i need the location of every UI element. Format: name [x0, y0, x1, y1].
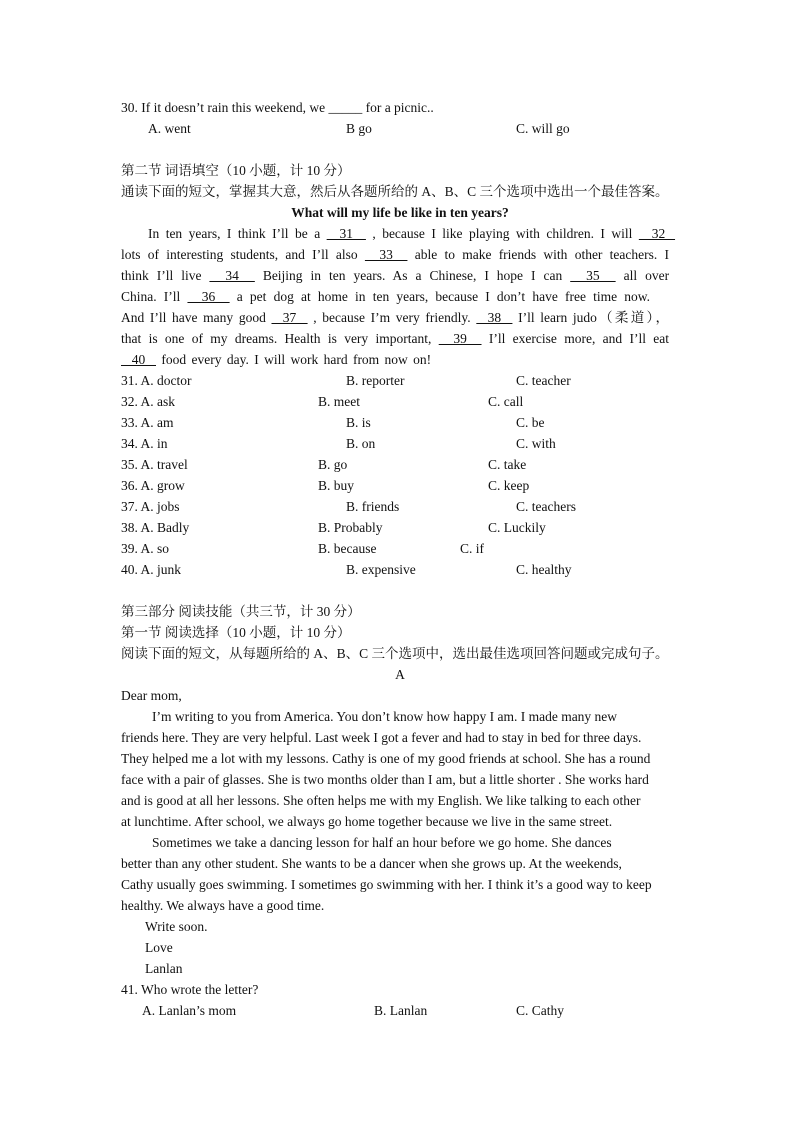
cloze-line-6 — [121, 331, 669, 347]
section-2-title: 第二节 词语填空（10 小题，计 10 分） — [121, 163, 351, 178]
question-41-option-a: A. Lanlan’s mom — [142, 1003, 237, 1018]
question-41-option-c: C. Cathy — [516, 1003, 565, 1018]
option-row-37-c: C. teachers — [516, 499, 576, 514]
option-row-39-c: C. if — [460, 541, 485, 556]
letter-line: healthy. We always have a good time. — [121, 898, 325, 913]
blank-35: 35 — [570, 268, 616, 283]
letter-line: face with a pair of glasses. She is two months older than I am, but a little shorter . She works hard — [121, 772, 649, 787]
option-row-34-a: 34. A. in — [121, 436, 168, 451]
question-41-stem: 41. Who wrote the letter? — [121, 982, 259, 997]
blank-40: 40 — [121, 352, 156, 367]
option-row-38-a: 38. A. Badly — [121, 520, 190, 535]
cloze-text: And I’ll have many good — [121, 310, 266, 325]
cloze-text: , because I’m very friendly. — [313, 310, 471, 325]
blank-31: 31 — [326, 226, 366, 241]
option-row-36-b: B. buy — [318, 478, 355, 493]
cloze-text: lots of interesting students, and I’ll also — [121, 247, 358, 262]
option-row-39-b: B. because — [318, 541, 377, 556]
option-row-40-b: B. expensive — [346, 562, 416, 577]
cloze-text: that is one of my dreams. Health is very important, — [121, 331, 432, 346]
passage-label: A — [395, 667, 405, 682]
option-row-36-c: C. keep — [488, 478, 530, 493]
option-row-35-b: B. go — [318, 457, 348, 472]
option-row-38-c: C. Luckily — [488, 520, 546, 535]
blank-39: 39 — [438, 331, 482, 346]
option-row-33-c: C. be — [516, 415, 545, 430]
question-41-option-b: B. Lanlan — [374, 1003, 428, 1018]
option-row-31-a: 31. A. doctor — [121, 373, 192, 388]
option-row-34-c: C. with — [516, 436, 556, 451]
letter-closing-1: Write soon. — [145, 919, 208, 934]
cloze-line-2 — [121, 247, 669, 263]
cloze-line-1 — [148, 226, 675, 242]
option-row-35-c: C. take — [488, 457, 527, 472]
cloze-line-4 — [121, 289, 650, 305]
blank-34: 34 — [209, 268, 255, 283]
option-row-37-a: 37. A. jobs — [121, 499, 180, 514]
option-row-33-b: B. is — [346, 415, 371, 430]
option-row-40-a: 40. A. junk — [121, 562, 182, 577]
letter-line: Cathy usually goes swimming. I sometimes go swimming with her. I think it’s a good way to keep — [121, 877, 652, 892]
cloze-text: able to make friends with other teachers. I — [414, 247, 670, 262]
question-30-option-a: A. went — [148, 121, 191, 136]
letter-line: Sometimes we take a dancing lesson for half an hour before we go home. She dances — [152, 835, 612, 850]
cloze-text: I’ll learn judo（柔道）， — [518, 310, 670, 325]
letter-line: better than any other student. She wants to be a dancer when she grows up. At the weekends, — [121, 856, 622, 871]
cloze-text: In ten years, I think I’ll be a — [148, 226, 321, 241]
option-row-33-a: 33. A. am — [121, 415, 174, 430]
part-3-section-1-title: 第一节 阅读选择（10 小题，计 10 分） — [121, 625, 351, 640]
question-30-stem: 30. If it doesn’t rain this weekend, we _____ for a picnic.. — [121, 100, 434, 115]
cloze-text: all over — [623, 268, 670, 283]
question-30-option-b: B go — [346, 121, 372, 136]
option-row-36-a: 36. A. grow — [121, 478, 185, 493]
letter-line: friends here. They are very helpful. Last week I got a fever and had to stay in bed for three days. — [121, 730, 642, 745]
passage-title: What will my life be like in ten years? — [291, 205, 509, 220]
option-row-40-c: C. healthy — [516, 562, 572, 577]
option-row-32-a: 32. A. ask — [121, 394, 175, 409]
section-2-instructions: 通读下面的短文，掌握其大意，然后从各题所给的 A、B、C 三个选项中选出一个最佳答案。 — [121, 184, 669, 199]
option-row-32-b: B. meet — [318, 394, 360, 409]
blank-38: 38 — [476, 310, 513, 325]
letter-line: I’m writing to you from America. You don’t know how happy I am. I made many new — [152, 709, 618, 724]
blank-33: 33 — [364, 247, 408, 262]
part-3-instructions: 阅读下面的短文，从每题所给的 A、B、C 三个选项中，选出最佳选项回答问题或完成句子。 — [121, 646, 669, 661]
cloze-text: a pet dog at home in ten years, because I don’t have free time now. — [236, 289, 651, 304]
letter-line: and is good at all her lessons. She often helps me with my English. We like talking to each other — [121, 793, 641, 808]
letter-greeting: Dear mom, — [121, 688, 182, 703]
option-row-35-a: 35. A. travel — [121, 457, 188, 472]
cloze-text: think I’ll live — [121, 268, 202, 283]
option-row-34-b: B. on — [346, 436, 376, 451]
cloze-text: , because I like playing with children. I will — [372, 226, 633, 241]
letter-line: at lunchtime. After school, we always go home together because we live in the same street. — [121, 814, 613, 829]
option-row-39-a: 39. A. so — [121, 541, 170, 556]
cloze-line-3 — [121, 268, 669, 284]
part-3-title: 第三部分 阅读技能（共三节，计 30 分） — [121, 604, 361, 619]
cloze-line-7 — [121, 352, 431, 368]
letter-line: They helped me a lot with my lessons. Cathy is one of my good friends at school. She has a round — [121, 751, 651, 766]
cloze-text: Beijing in ten years. As a Chinese, I hope I can — [262, 268, 563, 283]
question-30-option-c: C. will go — [516, 121, 570, 136]
blank-32: 32 — [638, 226, 676, 241]
cloze-text: food every day. I will work hard from now on! — [161, 352, 432, 367]
option-row-31-c: C. teacher — [516, 373, 571, 388]
letter-closing-2: Love — [145, 940, 173, 955]
letter-signature: Lanlan — [145, 961, 183, 976]
option-row-38-b: B. Probably — [318, 520, 383, 535]
blank-36: 36 — [187, 289, 230, 304]
option-row-31-b: B. reporter — [346, 373, 405, 388]
cloze-text: China. I’ll — [121, 289, 181, 304]
option-row-32-c: C. call — [488, 394, 524, 409]
cloze-text: I’ll exercise more, and I’ll eat — [488, 331, 670, 346]
blank-37: 37 — [271, 310, 308, 325]
cloze-line-5 — [121, 310, 669, 326]
option-row-37-b: B. friends — [346, 499, 400, 514]
